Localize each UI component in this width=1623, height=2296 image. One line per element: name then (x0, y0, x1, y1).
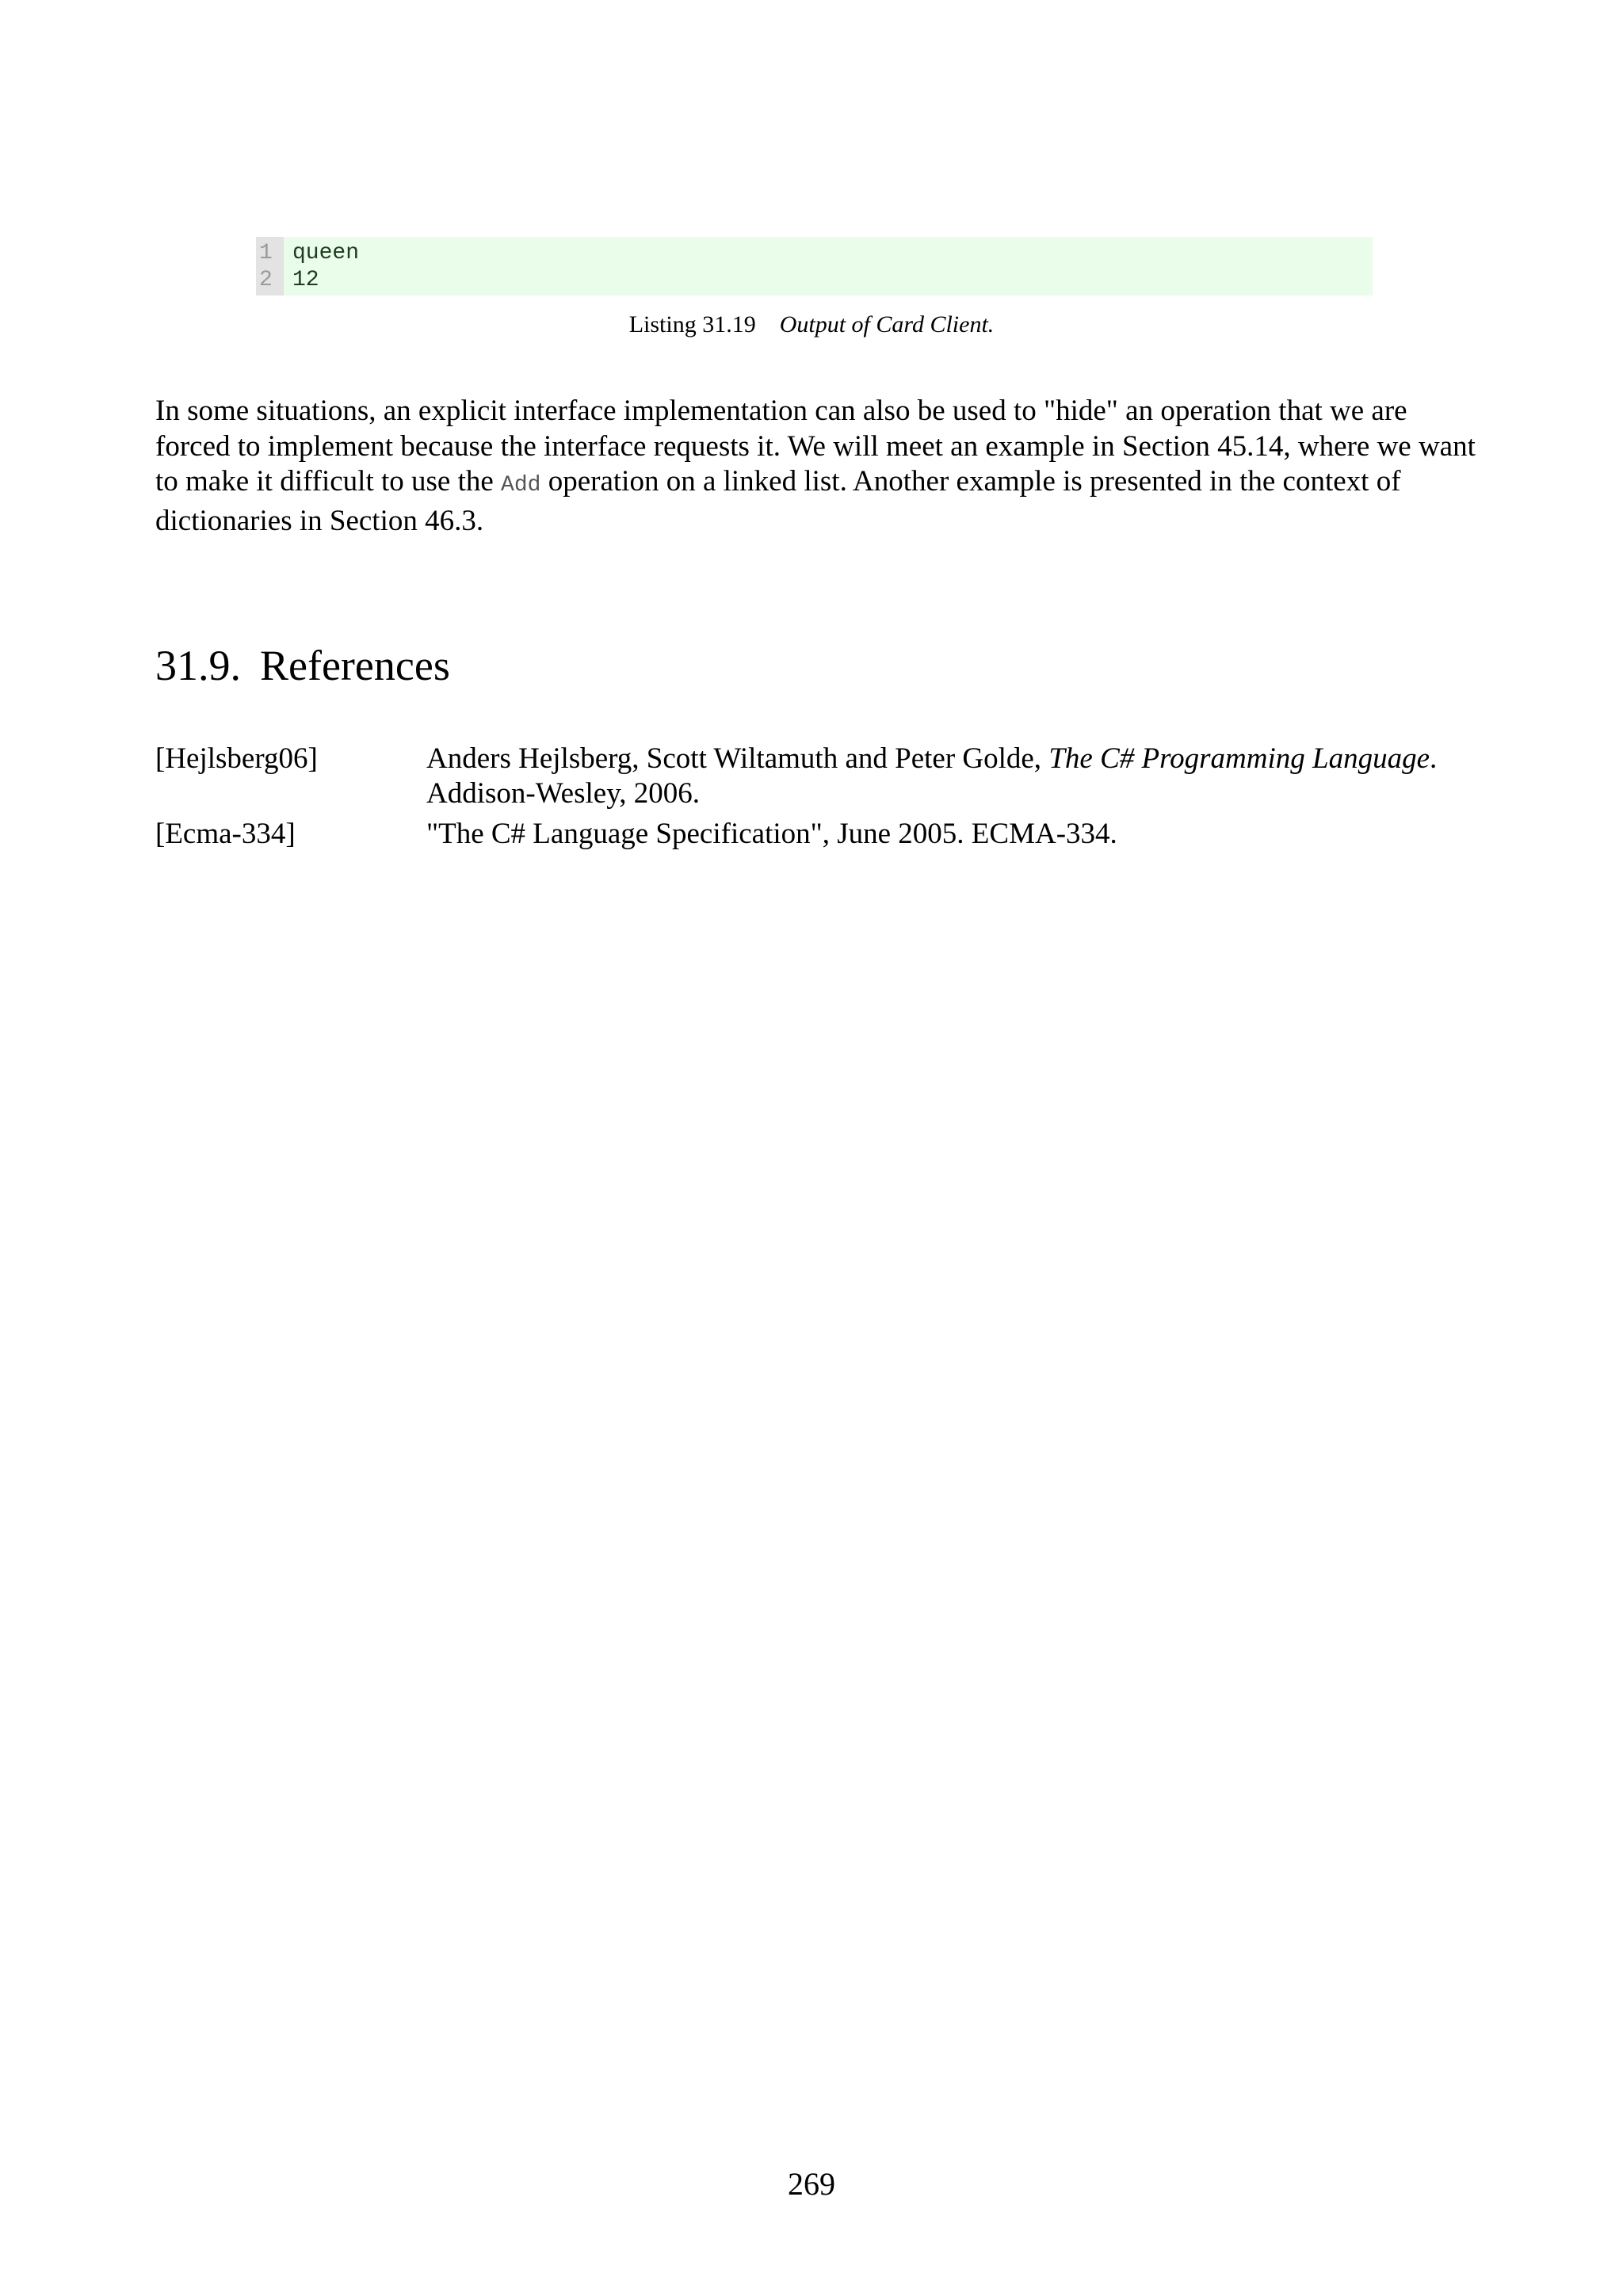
reference-title: The C# Programming Language (1048, 742, 1430, 775)
reference-body (426, 742, 1479, 811)
body-paragraph (155, 394, 1479, 539)
line-number: 1 (259, 241, 273, 265)
reference-text: . Addison-Wesley, 2006. (426, 742, 1438, 810)
section-number: 31.9. (155, 642, 241, 689)
caption-title: Output of Card Client. (779, 311, 995, 338)
line-number: 2 (259, 268, 273, 292)
reference-entry (155, 817, 1479, 852)
listing-caption (0, 311, 1623, 339)
reference-key: [Ecma-334] (155, 818, 296, 850)
reference-text: "The C# Language Specification", June 2005. ECMA-334. (426, 818, 1117, 850)
inline-code: Add (501, 473, 541, 498)
reference-body (426, 817, 1479, 852)
section-title: References (260, 642, 450, 689)
paragraph-text: In some situations, an explicit interface implementation can also be used to "hide" an operation that we are forced to implement because the interface requests it. We will meet an example in Section 45.14, where we want to make it difficult to use the (155, 395, 1476, 498)
line-number-gutter (256, 237, 284, 296)
page-number: 269 (788, 2166, 835, 2202)
reference-key: [Hejlsberg06] (155, 742, 318, 775)
paragraph-text: operation on a linked list. Another example is presented in the context of dictionaries in Section 46.3. (155, 465, 1401, 537)
caption-label: Listing 31.19 (628, 311, 756, 338)
code-line: 12 (292, 268, 319, 292)
code-line: queen (292, 241, 360, 265)
reference-entry (155, 742, 1479, 811)
section-heading (155, 640, 450, 691)
reference-text: Anders Hejlsberg, Scott Wiltamuth and Peter Golde, (426, 742, 1049, 775)
code-body (284, 237, 359, 296)
code-listing (256, 237, 1373, 296)
